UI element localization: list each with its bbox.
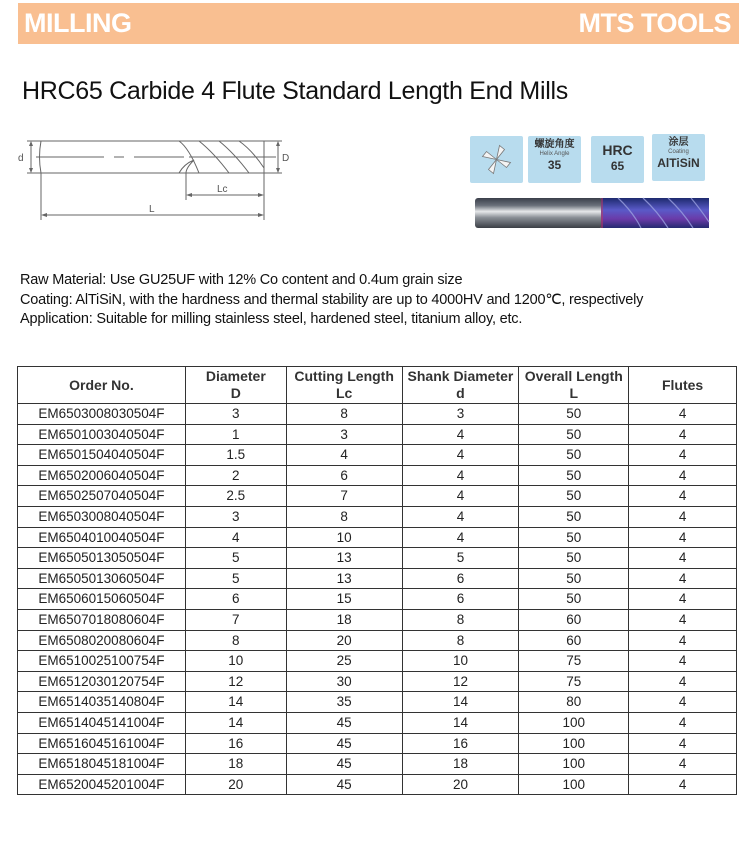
- cell-shank-diameter: 8: [402, 630, 519, 651]
- cell-diameter: 6: [185, 589, 286, 610]
- brand-label: MTS TOOLS: [578, 8, 731, 38]
- cell-diameter: 5: [185, 568, 286, 589]
- cell-overall-length: 50: [519, 465, 629, 486]
- cell-cutting-length: 15: [286, 589, 402, 610]
- cell-order-no: EM6516045161004F: [18, 733, 186, 754]
- cell-shank-diameter: 4: [402, 465, 519, 486]
- cell-diameter: 3: [185, 404, 286, 425]
- cell-shank-diameter: 6: [402, 568, 519, 589]
- header-cutting-length: Cutting Length Lc: [286, 367, 402, 404]
- cell-cutting-length: 6: [286, 465, 402, 486]
- cell-shank-diameter: 4: [402, 506, 519, 527]
- cell-diameter: 8: [185, 630, 286, 651]
- cell-order-no: EM6510025100754F: [18, 651, 186, 672]
- cell-overall-length: 80: [519, 692, 629, 713]
- cell-shank-diameter: 14: [402, 712, 519, 733]
- table-row: [18, 589, 737, 610]
- table-row: [18, 404, 737, 425]
- cell-shank-diameter: 4: [402, 527, 519, 548]
- cell-shank-diameter: 8: [402, 609, 519, 630]
- cell-order-no: EM6514035140804F: [18, 692, 186, 713]
- cell-flutes: 4: [629, 733, 737, 754]
- cell-shank-diameter: 5: [402, 548, 519, 569]
- table-row: [18, 527, 737, 548]
- cell-order-no: EM6512030120754F: [18, 671, 186, 692]
- cell-order-no: EM6501003040504F: [18, 424, 186, 445]
- cell-diameter: 14: [185, 712, 286, 733]
- table-row: [18, 651, 737, 672]
- cell-flutes: 4: [629, 527, 737, 548]
- table-row: [18, 609, 737, 630]
- header-diameter: Diameter D: [185, 367, 286, 404]
- cell-order-no: EM6507018080604F: [18, 609, 186, 630]
- cell-flutes: 4: [629, 712, 737, 733]
- category-label: MILLING: [24, 8, 132, 38]
- cell-diameter: 3: [185, 506, 286, 527]
- cell-overall-length: 50: [519, 527, 629, 548]
- cell-cutting-length: 45: [286, 774, 402, 795]
- cell-flutes: 4: [629, 774, 737, 795]
- specification-table: [17, 366, 737, 795]
- svg-text:d: d: [18, 153, 24, 164]
- cell-flutes: 4: [629, 671, 737, 692]
- cell-flutes: 4: [629, 486, 737, 507]
- cell-shank-diameter: 6: [402, 589, 519, 610]
- svg-text:L: L: [149, 204, 155, 215]
- header-order-no: Order No.: [18, 367, 186, 404]
- cell-flutes: 4: [629, 548, 737, 569]
- cell-flutes: 4: [629, 630, 737, 651]
- cell-diameter: 4: [185, 527, 286, 548]
- cell-shank-diameter: 4: [402, 445, 519, 466]
- cell-flutes: 4: [629, 754, 737, 775]
- cell-shank-diameter: 20: [402, 774, 519, 795]
- table-row: [18, 692, 737, 713]
- cell-cutting-length: 8: [286, 506, 402, 527]
- table-row: [18, 774, 737, 795]
- cell-overall-length: 50: [519, 404, 629, 425]
- cell-flutes: 4: [629, 424, 737, 445]
- cell-overall-length: 50: [519, 548, 629, 569]
- cell-cutting-length: 8: [286, 404, 402, 425]
- cell-order-no: EM6508020080604F: [18, 630, 186, 651]
- cell-order-no: EM6504010040504F: [18, 527, 186, 548]
- cell-overall-length: 75: [519, 651, 629, 672]
- table-row: [18, 506, 737, 527]
- cell-flutes: 4: [629, 465, 737, 486]
- cell-order-no: EM6520045201004F: [18, 774, 186, 795]
- cell-shank-diameter: 18: [402, 754, 519, 775]
- table-body: [18, 404, 737, 795]
- cell-flutes: 4: [629, 651, 737, 672]
- table-row: [18, 568, 737, 589]
- cell-cutting-length: 45: [286, 733, 402, 754]
- page-title: HRC65 Carbide 4 Flute Standard Length End Mills: [22, 77, 568, 105]
- table-row: [18, 671, 737, 692]
- cell-cutting-length: 25: [286, 651, 402, 672]
- table-row: [18, 424, 737, 445]
- svg-text:D: D: [282, 153, 290, 164]
- cell-order-no: EM6514045141004F: [18, 712, 186, 733]
- cell-order-no: EM6503008030504F: [18, 404, 186, 425]
- cell-diameter: 14: [185, 692, 286, 713]
- cell-cutting-length: 7: [286, 486, 402, 507]
- end-mill-dimension-diagram: [14, 128, 314, 228]
- cell-overall-length: 50: [519, 424, 629, 445]
- cell-overall-length: 50: [519, 568, 629, 589]
- cell-overall-length: 50: [519, 445, 629, 466]
- cell-shank-diameter: 4: [402, 486, 519, 507]
- cell-order-no: EM6503008040504F: [18, 506, 186, 527]
- cell-cutting-length: 35: [286, 692, 402, 713]
- cell-diameter: 1.5: [185, 445, 286, 466]
- cell-shank-diameter: 16: [402, 733, 519, 754]
- cell-diameter: 2: [185, 465, 286, 486]
- cell-flutes: 4: [629, 609, 737, 630]
- cell-diameter: 10: [185, 651, 286, 672]
- cell-shank-diameter: 4: [402, 424, 519, 445]
- cell-cutting-length: 10: [286, 527, 402, 548]
- cell-diameter: 1: [185, 424, 286, 445]
- badge-flute-profile: [470, 136, 523, 183]
- cell-cutting-length: 13: [286, 568, 402, 589]
- cell-cutting-length: 20: [286, 630, 402, 651]
- badge-coating: 涂层 Coating AlTiSiN: [652, 134, 705, 181]
- table-row: [18, 445, 737, 466]
- cell-order-no: EM6502006040504F: [18, 465, 186, 486]
- header-overall-length: Overall Length L: [519, 367, 629, 404]
- cell-overall-length: 50: [519, 506, 629, 527]
- cell-order-no: EM6501504040504F: [18, 445, 186, 466]
- end-mill-product-image: [473, 194, 711, 230]
- cell-cutting-length: 45: [286, 754, 402, 775]
- product-description: [20, 271, 643, 330]
- cell-diameter: 20: [185, 774, 286, 795]
- header-shank-diameter: Shank Diameter d: [402, 367, 519, 404]
- cell-overall-length: 100: [519, 774, 629, 795]
- table-row: [18, 465, 737, 486]
- cell-cutting-length: 18: [286, 609, 402, 630]
- cell-order-no: EM6506015060504F: [18, 589, 186, 610]
- cell-cutting-length: 4: [286, 445, 402, 466]
- cell-cutting-length: 30: [286, 671, 402, 692]
- cell-flutes: 4: [629, 404, 737, 425]
- cell-overall-length: 100: [519, 733, 629, 754]
- cell-cutting-length: 45: [286, 712, 402, 733]
- badge-helix-angle: 螺旋角度 Helix Angle 35: [528, 136, 581, 183]
- header-flutes: Flutes: [629, 367, 737, 404]
- table-row: [18, 754, 737, 775]
- cell-flutes: 4: [629, 506, 737, 527]
- cell-flutes: 4: [629, 692, 737, 713]
- cell-cutting-length: 13: [286, 548, 402, 569]
- raw-material-text: Raw Material: Use GU25UF with 12% Co content and 0.4um grain size: [20, 272, 463, 288]
- cell-overall-length: 60: [519, 630, 629, 651]
- cell-order-no: EM6502507040504F: [18, 486, 186, 507]
- cell-overall-length: 60: [519, 609, 629, 630]
- cell-shank-diameter: 3: [402, 404, 519, 425]
- cell-diameter: 5: [185, 548, 286, 569]
- table-row: [18, 733, 737, 754]
- cell-shank-diameter: 14: [402, 692, 519, 713]
- cell-overall-length: 75: [519, 671, 629, 692]
- cell-diameter: 12: [185, 671, 286, 692]
- cell-order-no: EM6505013060504F: [18, 568, 186, 589]
- cell-overall-length: 50: [519, 486, 629, 507]
- cell-order-no: EM6518045181004F: [18, 754, 186, 775]
- cell-diameter: 7: [185, 609, 286, 630]
- cell-flutes: 4: [629, 568, 737, 589]
- cell-flutes: 4: [629, 445, 737, 466]
- header-banner: [18, 3, 739, 44]
- table-row: [18, 486, 737, 507]
- cell-shank-diameter: 12: [402, 671, 519, 692]
- table-header-row: [18, 367, 737, 404]
- svg-text:Lc: Lc: [217, 184, 228, 195]
- flute-cross-section-icon: [470, 136, 523, 183]
- cell-diameter: 18: [185, 754, 286, 775]
- table-row: [18, 630, 737, 651]
- cell-diameter: 16: [185, 733, 286, 754]
- badge-hardness: HRC 65: [591, 136, 644, 183]
- application-text: Application: Suitable for milling stainless steel, hardened steel, titanium alloy, etc.: [20, 311, 523, 327]
- table-row: [18, 548, 737, 569]
- cell-flutes: 4: [629, 589, 737, 610]
- cell-diameter: 2.5: [185, 486, 286, 507]
- cell-overall-length: 100: [519, 712, 629, 733]
- table-row: [18, 712, 737, 733]
- cell-cutting-length: 3: [286, 424, 402, 445]
- cell-overall-length: 50: [519, 589, 629, 610]
- cell-shank-diameter: 10: [402, 651, 519, 672]
- cell-order-no: EM6505013050504F: [18, 548, 186, 569]
- cell-overall-length: 100: [519, 754, 629, 775]
- coating-text: Coating: AlTiSiN, with the hardness and thermal stability are up to 4000HV and 1200℃, respectively: [20, 291, 644, 308]
